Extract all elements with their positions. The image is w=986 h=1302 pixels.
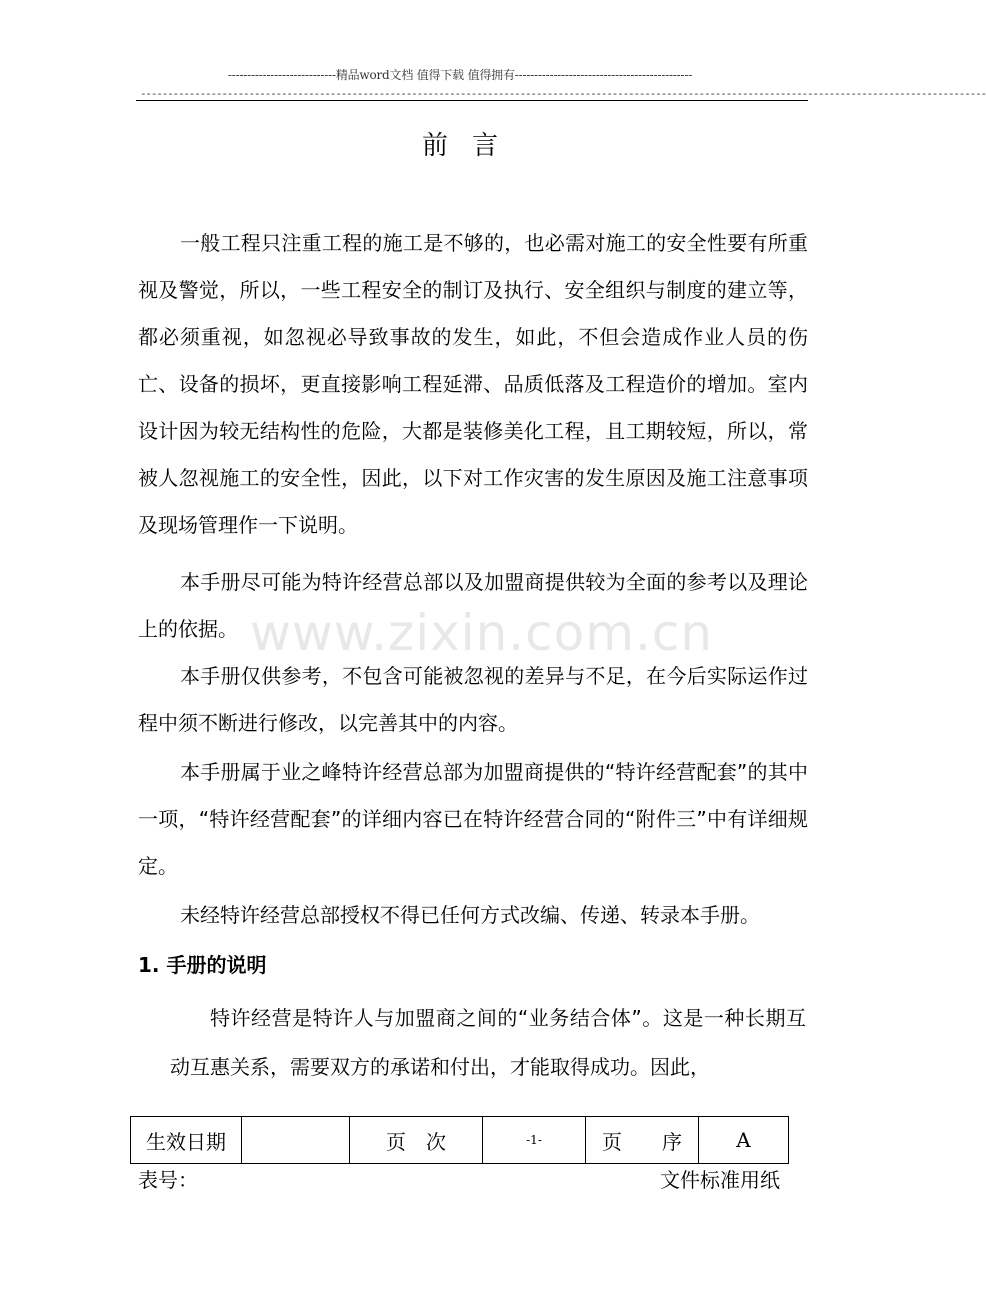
paper-standard-label: 文件标准用纸 xyxy=(660,1168,780,1192)
paragraph-copyright: 未经特许经营总部授权不得已任何方式改编、传递、转录本手册。 xyxy=(180,903,760,927)
paragraph-franchise-package: 本手册属于业之峰特许经营总部为加盟商提供的“特许经营配套”的其中一项，“特许经营配套”的详细内容已在特许经营合同的“附件三”中有详细规定。 xyxy=(138,760,808,878)
effective-date-label: 生效日期 xyxy=(131,1117,242,1164)
paragraph-disclaimer: 本手册仅供参考，不包含可能被忽视的差异与不足，在今后实际运作过程中须不断进行修改，以完善其中的内容。 xyxy=(138,664,808,735)
footer-info-table xyxy=(130,1116,789,1164)
paragraph-reference: 本手册尽可能为特许经营总部以及加盟商提供较为全面的参考以及理论上的依据。 xyxy=(138,570,808,641)
section-body: 特许经营是特许人与加盟商之间的“业务结合体”。这是一种长期互动互惠关系，需要双方的承诺和付出，才能取得成功。因此， xyxy=(170,1006,806,1079)
form-number-label: 表号： xyxy=(138,1168,198,1192)
page-title: 前言 xyxy=(421,131,522,161)
effective-date-value xyxy=(242,1117,350,1164)
watermark: www.zixin.com.cn xyxy=(250,604,714,662)
document-header-banner: ----------------------------精品word文档 值得下载 值得拥有---------------------------------------------- xyxy=(227,68,693,82)
paragraph-intro: 一般工程只注重工程的施工是不够的，也必需对施工的安全性要有所重视及警觉，所以，一些工程安全的制订及执行、安全组织与制度的建立等，都必须重视，如忽视必导致事故的发生，如此，不但会造成作业人员的伤亡、设备的损坏，更直接影响工程延滞、品质低落及工程造价的增加。室内设计因为较无结构性的危险，大都是装修美化工程，且工期较短，所以，常被人忽视施工的安全性，因此，以下对工作灾害的发生原因及施工注意事项及现场管理作一下说明。 xyxy=(138,231,808,537)
header-divider xyxy=(136,100,808,101)
sequence-value: A xyxy=(699,1117,789,1164)
page-label: 页 次 xyxy=(350,1117,483,1164)
page-number: -1- xyxy=(483,1117,586,1164)
sequence-label: 页 序 xyxy=(586,1117,699,1164)
section-heading: 1. 手册的说明 xyxy=(138,953,267,977)
header-dashed-rule: ------------------------------------------------------------------------------------------------------------------------------------------------------------ xyxy=(140,87,986,100)
